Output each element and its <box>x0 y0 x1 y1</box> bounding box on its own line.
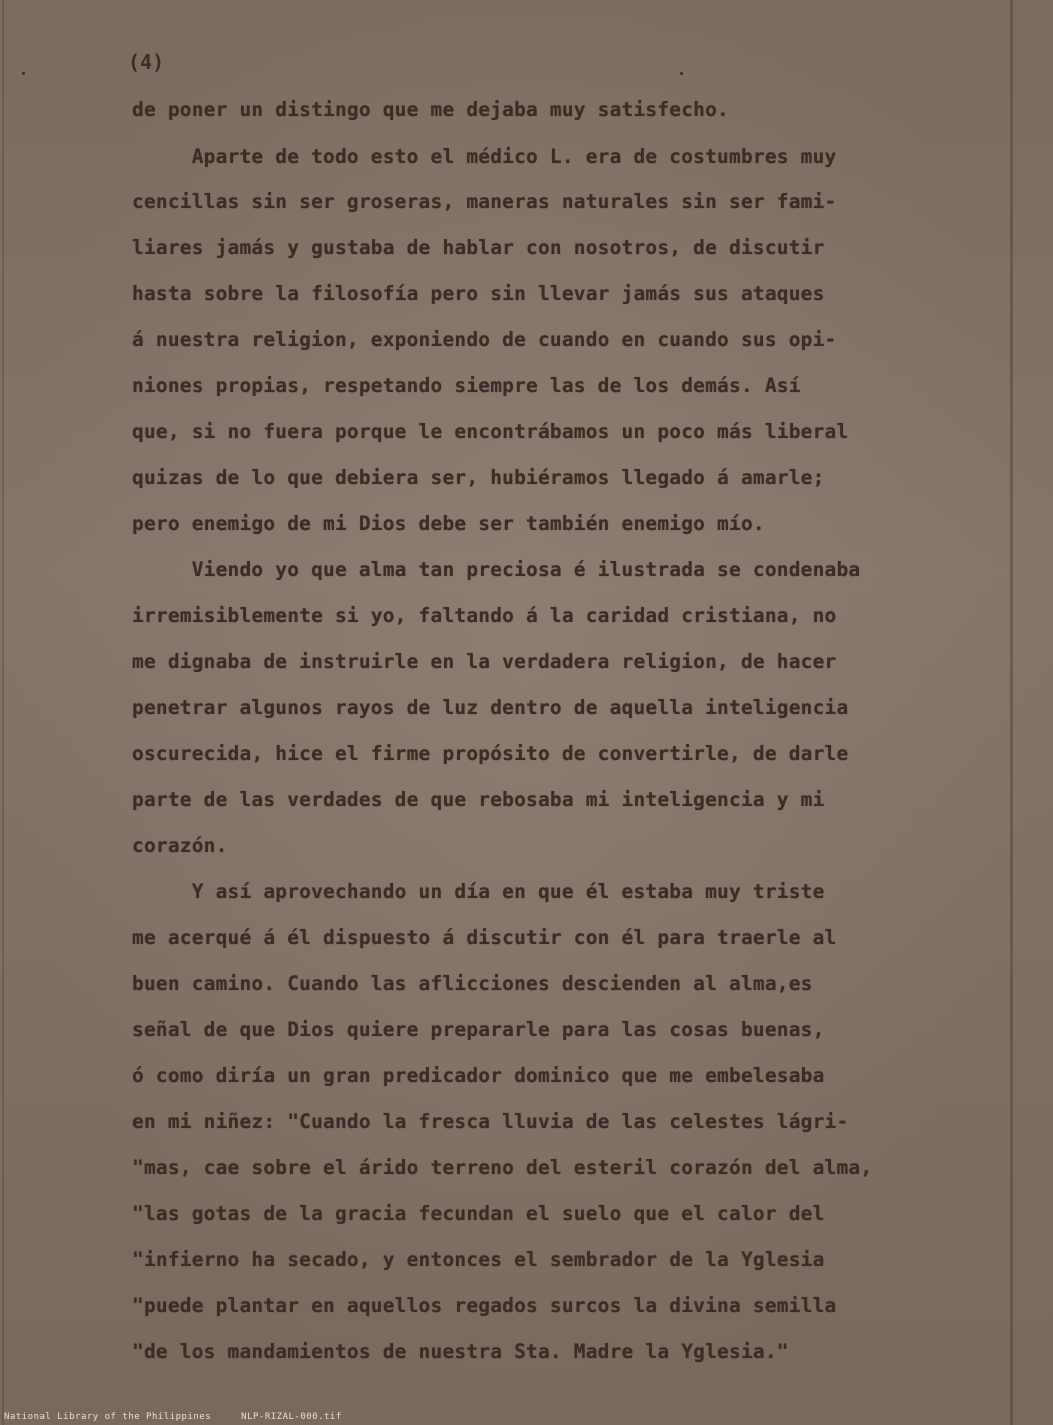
text-line: corazón. <box>132 834 228 857</box>
text-line: liares jamás y gustaba de hablar con nosotros, de discutir <box>132 236 825 259</box>
page-edge-left <box>2 0 4 1425</box>
scan-footer <box>4 1412 342 1422</box>
text-line: buen camino. Cuando las aflicciones descienden al alma,es <box>132 972 813 995</box>
text-line: me dignaba de instruirle en la verdadera religion, de hacer <box>132 650 837 673</box>
text-line: "puede plantar en aquellos regados surcos la divina semilla <box>132 1294 837 1317</box>
page-edge-right <box>1010 0 1013 1425</box>
text-line: parte de las verdades de que rebosaba mi inteligencia y mi <box>132 788 825 811</box>
text-line: cencillas sin ser groseras, maneras naturales sin ser fami- <box>132 190 837 213</box>
text-line: "las gotas de la gracia fecundan el suelo que el calor del <box>132 1202 825 1225</box>
text-line: pero enemigo de mi Dios debe ser también enemigo mío. <box>132 512 765 535</box>
text-line: "de los mandamientos de nuestra Sta. Madre la Yglesia." <box>132 1340 789 1363</box>
text-line: penetrar algunos rayos de luz dentro de aquella inteligencia <box>132 696 849 719</box>
text-line: que, si no fuera porque le encontrábamos un poco más liberal <box>132 420 849 443</box>
text-line: en mi niñez: "Cuando la fresca lluvia de las celestes lágri- <box>132 1110 849 1133</box>
text-line: á nuestra religion, exponiendo de cuando en cuando sus opi- <box>132 328 837 351</box>
text-line: señal de que Dios quiere prepararle para las cosas buenas, <box>132 1018 825 1041</box>
text-line: "infierno ha secado, y entonces el sembrador de la Yglesia <box>132 1248 825 1271</box>
text-line: me acerqué á él dispuesto á discutir con él para traerle al <box>132 926 837 949</box>
text-line: ó como diría un gran predicador dominico que me embelesaba <box>132 1064 825 1087</box>
text-line: Aparte de todo esto el médico L. era de costumbres muy <box>132 145 837 168</box>
page-number: (4) <box>128 50 165 74</box>
text-line: de poner un distingo que me dejaba muy satisfecho. <box>132 98 729 121</box>
text-line: irremisiblemente si yo, faltando á la caridad cristiana, no <box>132 604 837 627</box>
text-line: Y así aprovechando un día en que él estaba muy triste <box>132 880 825 903</box>
paper-speck <box>22 72 25 75</box>
text-line: Viendo yo que alma tan preciosa é ilustrada se condenaba <box>132 558 861 581</box>
footer-library: National Library of the Philippines <box>4 1412 212 1422</box>
footer-file-id: NLP-RIZAL-000.tif <box>241 1412 342 1422</box>
text-line: quizas de lo que debiera ser, hubiéramos llegado á amarle; <box>132 466 825 489</box>
text-line: "mas, cae sobre el árido terreno del esteril corazón del alma, <box>132 1156 873 1179</box>
text-line: oscurecida, hice el firme propósito de convertirle, de darle <box>132 742 849 765</box>
text-line: niones propias, respetando siempre las de los demás. Así <box>132 374 801 397</box>
paper-speck <box>680 72 683 75</box>
text-line: hasta sobre la filosofía pero sin llevar jamás sus ataques <box>132 282 825 305</box>
